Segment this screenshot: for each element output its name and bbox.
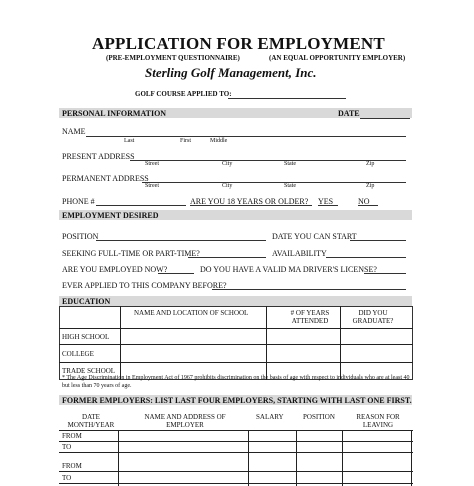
permanent-city-label: City — [222, 183, 233, 189]
permanent-state-label: State — [284, 183, 296, 189]
date-line[interactable] — [360, 118, 410, 119]
edu-col-divider-1 — [120, 306, 121, 380]
age-question-line — [190, 205, 312, 206]
present-address-label: PRESENT ADDRESS — [62, 152, 135, 161]
former-header-divider — [59, 430, 413, 431]
age-yes[interactable]: YES — [318, 197, 334, 206]
name-line[interactable] — [86, 136, 406, 137]
edu-row-trade-school: TRADE SCHOOL — [62, 367, 116, 375]
position-line[interactable] — [96, 240, 266, 241]
name-label: NAME — [62, 127, 86, 136]
present-city-label: City — [222, 161, 233, 167]
edu-row-divider-2 — [59, 362, 413, 363]
former-col-divider-2 — [248, 430, 249, 486]
availability-label: AVAILABILITY — [272, 249, 327, 258]
equal-opportunity-note: (AN EQUAL OPPORTUNITY EMPLOYER) — [269, 54, 406, 62]
present-address-line[interactable] — [130, 160, 406, 161]
course-applied-label: GOLF COURSE APPLIED TO: — [135, 90, 232, 98]
edu-col-divider-3 — [340, 306, 341, 380]
former-col-date: DATE MONTH/YEAR — [67, 413, 115, 429]
age-no-line — [358, 205, 378, 206]
pre-employment-note: (PRE-EMPLOYMENT QUESTIONNAIRE) — [106, 54, 240, 62]
phone-line[interactable] — [96, 205, 186, 206]
former-col-position: POSITION — [303, 413, 335, 421]
former-row-from-2: FROM — [62, 462, 82, 470]
seeking-line[interactable] — [188, 257, 266, 258]
license-label: DO YOU HAVE A VALID MA DRIVER'S LICENSE? — [200, 265, 377, 274]
present-zip-label: Zip — [366, 161, 375, 167]
former-col-divider-4 — [342, 430, 343, 486]
former-col-name: NAME AND ADDRESS OF EMPLOYER — [144, 413, 226, 429]
ever-applied-line[interactable] — [212, 289, 406, 290]
education-title: EDUCATION — [62, 297, 111, 306]
former-col-divider-3 — [296, 430, 297, 486]
position-label: POSITION — [62, 232, 99, 241]
edu-row-high-school: HIGH SCHOOL — [62, 333, 110, 341]
present-state-label: State — [284, 161, 296, 167]
present-street-label: Street — [145, 161, 159, 167]
edu-header-divider — [59, 328, 413, 329]
name-middle-label: Middle — [210, 138, 228, 144]
former-col-reason: REASON FOR LEAVING — [356, 413, 400, 429]
edu-col-divider-2 — [266, 306, 267, 380]
start-date-label: DATE YOU CAN START — [272, 232, 357, 241]
former-col-divider-5 — [411, 430, 412, 486]
former-col-divider-1 — [118, 430, 119, 486]
name-first-label: First — [180, 138, 192, 144]
education-header-bar — [59, 296, 412, 306]
permanent-street-label: Street — [145, 183, 159, 189]
former-row-from-1: FROM — [62, 432, 82, 440]
edu-col-grad: DID YOU GRADUATE? — [352, 309, 394, 325]
age-disclaimer: * The Age Discrimination in Employment Act of 1967 prohibits discrimination on the basis of age with respect to individuals who are at least 40 but less than 70 years of age. — [62, 375, 410, 389]
former-row-line-3 — [59, 471, 413, 472]
license-line[interactable] — [364, 273, 406, 274]
personal-section-title: PERSONAL INFORMATION — [62, 109, 167, 118]
former-col-salary: SALARY — [256, 413, 284, 421]
availability-line[interactable] — [326, 257, 406, 258]
ever-applied-label: EVER APPLIED TO THIS COMPANY BEFORE? — [62, 281, 227, 290]
former-row-to-1: TO — [62, 443, 72, 451]
edu-col-name: NAME AND LOCATION OF SCHOOL — [134, 309, 249, 317]
seeking-label: SEEKING FULL-TIME OR PART-TIME? — [62, 249, 200, 258]
date-label: DATE — [338, 109, 360, 118]
former-row-line-2 — [59, 452, 413, 453]
former-employers-title: FORMER EMPLOYERS: LIST LAST FOUR EMPLOYERS, STARTING WITH LAST ONE FIRST. — [62, 396, 412, 405]
start-date-line[interactable] — [350, 240, 406, 241]
employed-now-line[interactable] — [158, 273, 194, 274]
former-row-to-2: TO — [62, 474, 72, 482]
form-title: APPLICATION FOR EMPLOYMENT — [92, 34, 385, 53]
former-row-line-4 — [59, 483, 413, 484]
company-name: Sterling Golf Management, Inc. — [145, 65, 317, 80]
employment-desired-title: EMPLOYMENT DESIRED — [62, 211, 159, 220]
age-no[interactable]: NO — [358, 197, 370, 206]
edu-row-college: COLLEGE — [62, 350, 94, 358]
age-yes-line — [318, 205, 338, 206]
former-row-line-1 — [59, 441, 413, 442]
employed-now-label: ARE YOU EMPLOYED NOW? — [62, 265, 168, 274]
edu-col-years: # OF YEARS ATTENDED — [290, 309, 330, 325]
name-last-label: Last — [124, 138, 135, 144]
permanent-zip-label: Zip — [366, 183, 375, 189]
permanent-address-label: PERMANENT ADDRESS — [62, 174, 149, 183]
edu-row-divider-1 — [59, 344, 413, 345]
course-applied-line[interactable] — [228, 98, 346, 99]
phone-label: PHONE # — [62, 197, 95, 206]
age-question: ARE YOU 18 YEARS OR OLDER? — [190, 197, 309, 206]
